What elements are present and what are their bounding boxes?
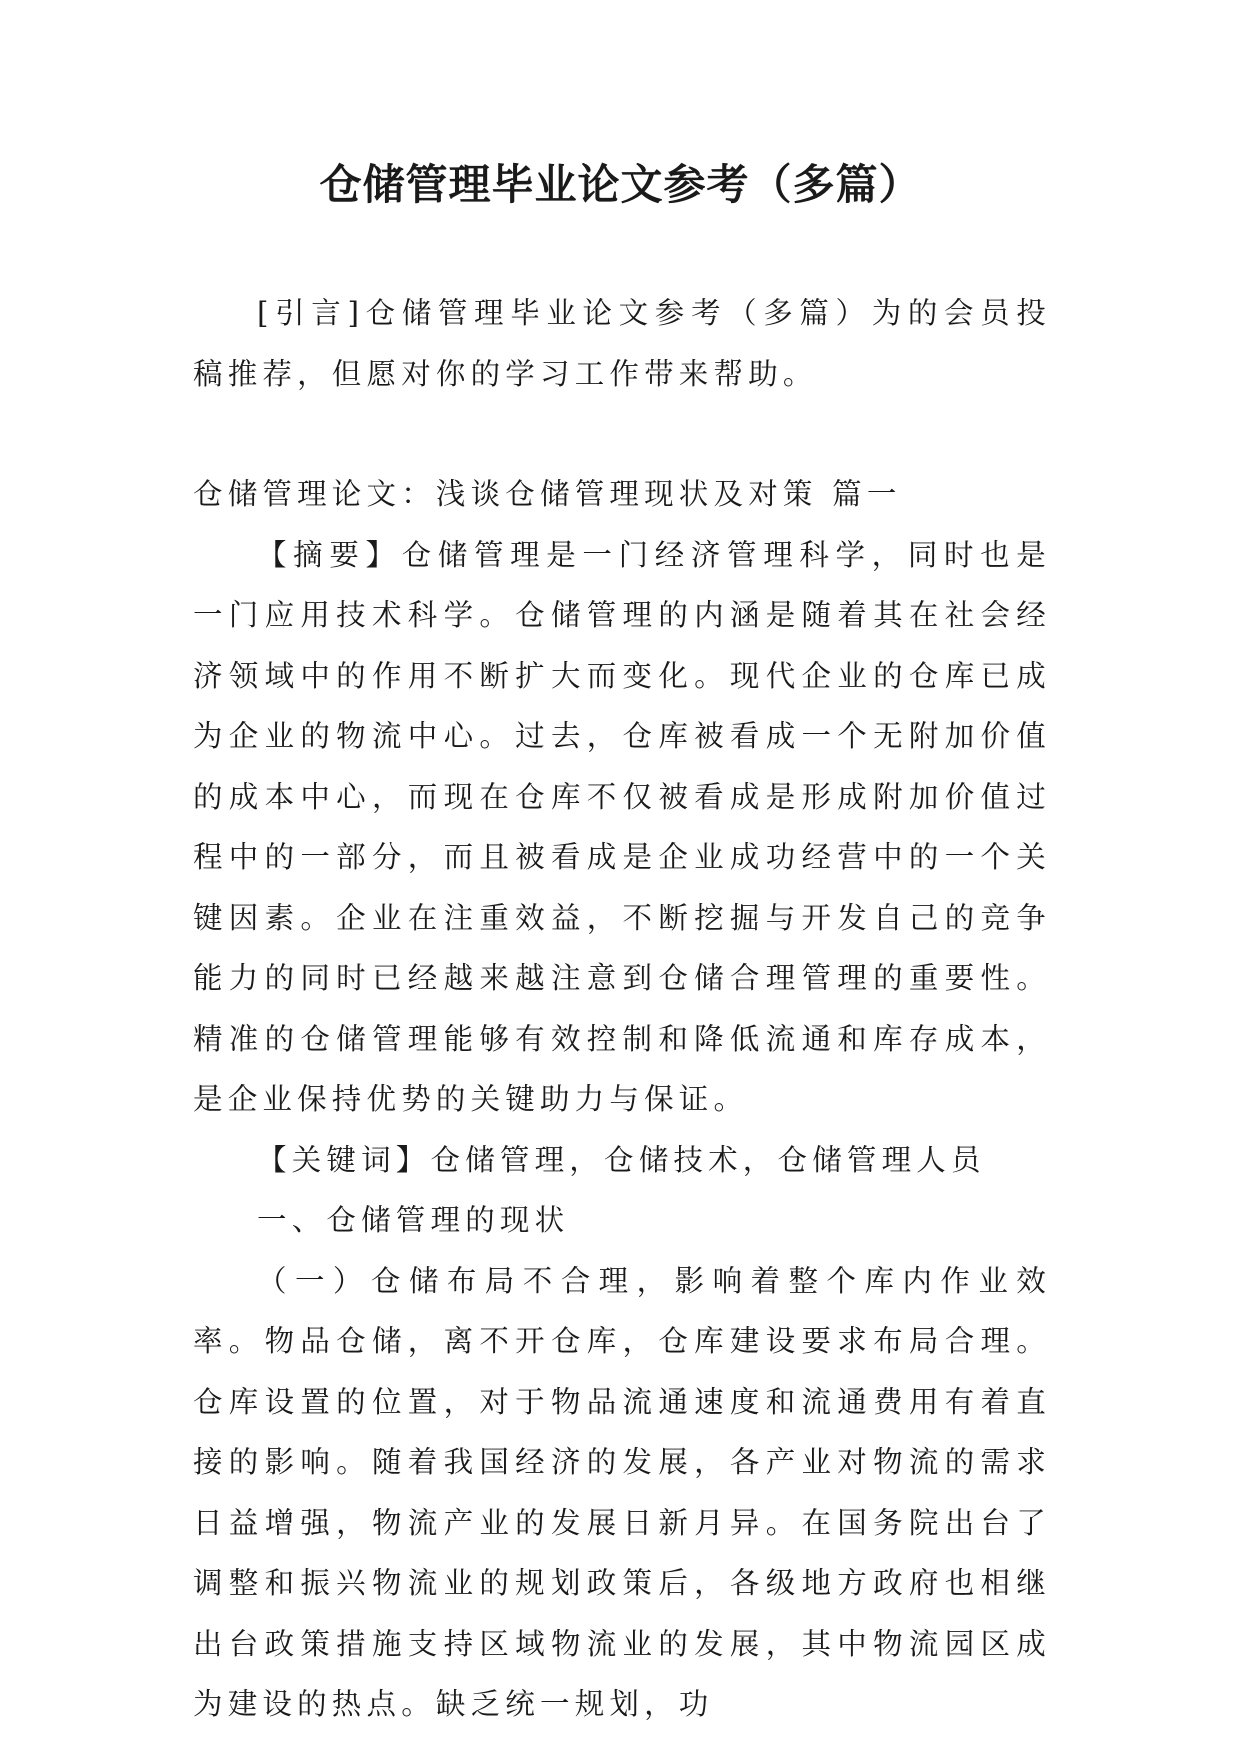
document-title: 仓储管理毕业论文参考（多篇） [319,160,922,209]
document-body [193,283,1051,1735]
keywords-paragraph: 【关键词】仓储管理，仓储技术，仓储管理人员 [257,1142,986,1177]
abstract-paragraph: 【摘要】仓储管理是一门经济管理科学，同时也是一门应用技术科学。仓储管理的内涵是随着其在社会经济领域中的作用不断扩大而变化。现代企业的仓库已成为企业的物流中心。过去，仓库被看成一个无附加价值的成本中心，而现在仓库不仅被看成是形成附加价值过程中的一部分，而且被看成是企业成功经营中的一个关键因素。企业在注重效益，不断挖掘与开发自己的竞争能力的同时已经越来越注意到仓储合理管理的重要性。精准的仓储管理能够有效控制和降低流通和库存成本，是企业保持优势的关键助力与保证。 [193,537,1051,1116]
intro-paragraph: [引言]仓储管理毕业论文参考（多篇）为的会员投稿推荐，但愿对你的学习工作带来帮助。 [193,296,1051,391]
section-title: 仓储管理论文：浅谈仓储管理现状及对策 篇一 [193,477,902,511]
body-paragraph-1: （一）仓储布局不合理，影响着整个库内作业效率。物品仓储，离不开仓库，仓库建设要求布局合理。仓库设置的位置，对于物品流通速度和流通费用有着直接的影响。随着我国经济的发展，各产业对物流的需求日益增强，物流产业的发展日新月异。在国务院出台了调整和振兴物流业的规划政策后，各级地方政府也相继出台政策措施支持区域物流业的发展，其中物流园区成为建设的热点。缺乏统一规划，功 [193,1263,1051,1721]
section-heading-1: 一、仓储管理的现状 [257,1203,570,1237]
